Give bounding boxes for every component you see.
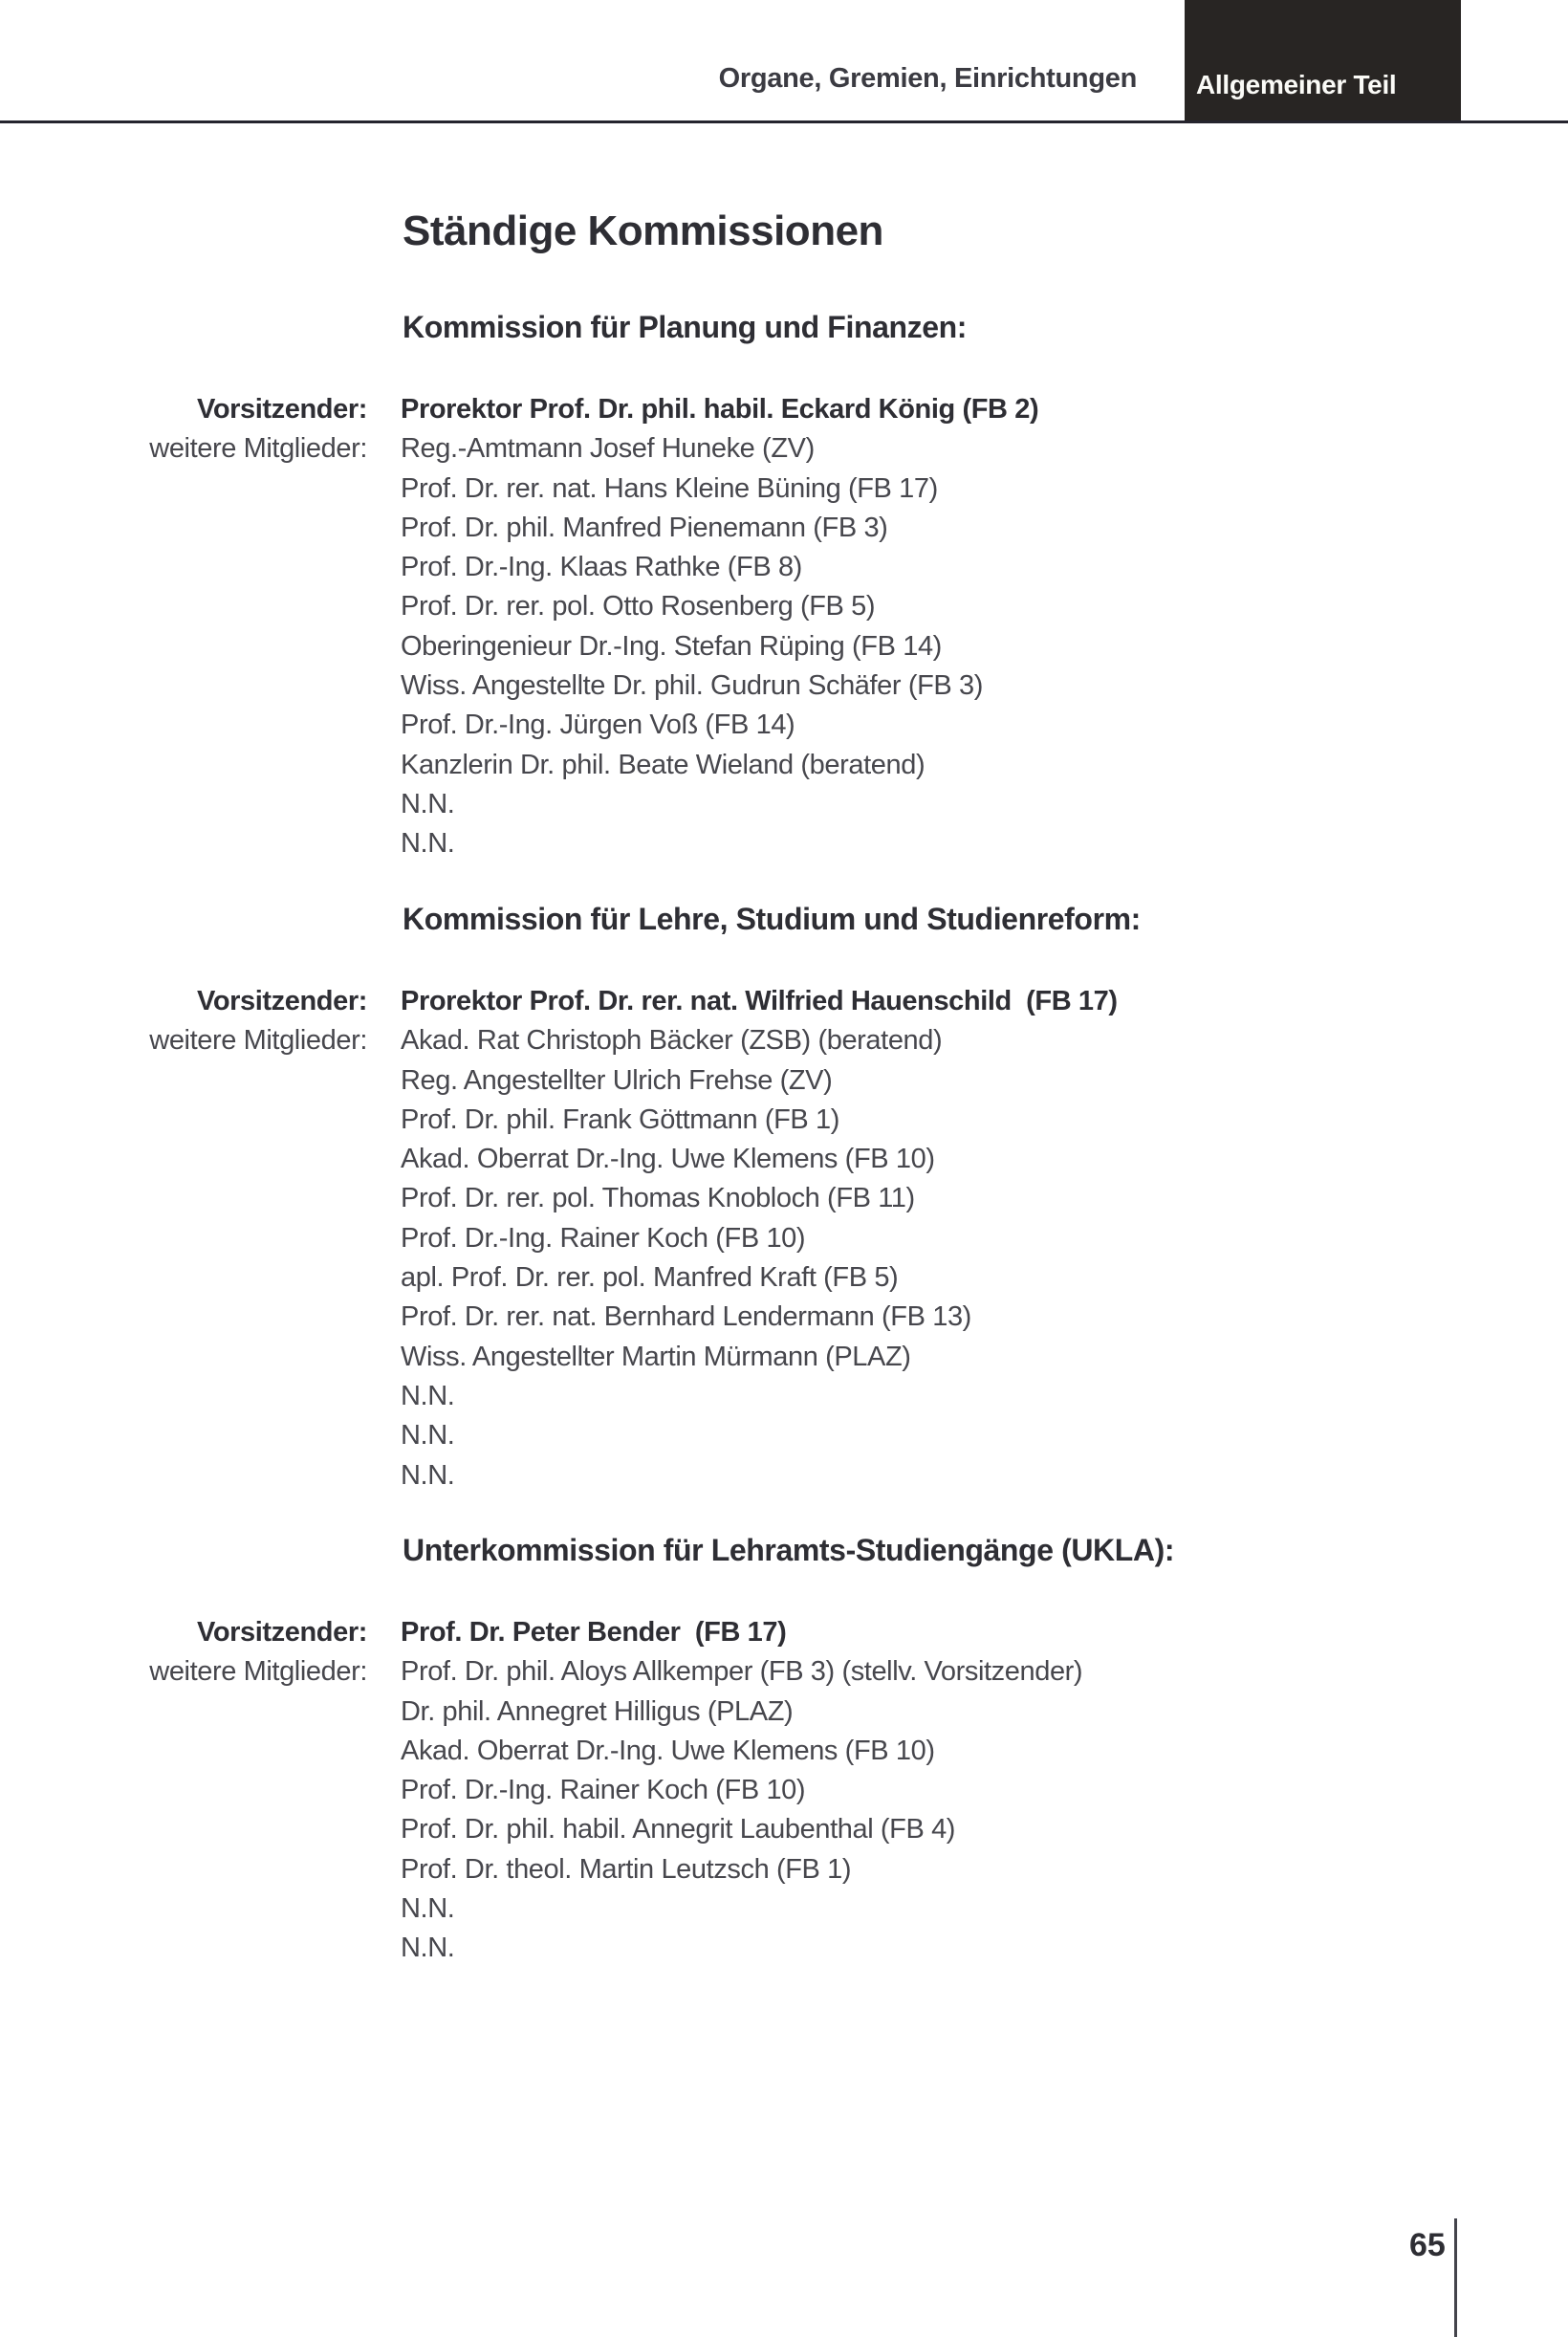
member-row (0, 1219, 1568, 1258)
member-row (0, 1693, 1568, 1732)
member-row-text: Dr. phil. Annegret Hilligus (PLAZ) (401, 1695, 794, 1727)
committee-heading: Kommission für Lehre, Studium und Studienreform: (403, 902, 1141, 936)
member-row-label (0, 1732, 367, 1771)
member-list (0, 1613, 1568, 1969)
member-row-text: Prof. Dr.-Ing. Rainer Koch (FB 10) (401, 1775, 806, 1806)
member-row (0, 1732, 1568, 1771)
member-row-text: Prof. Dr. rer. pol. Thomas Knobloch (FB 11) (401, 1183, 915, 1214)
member-row-label (0, 1377, 367, 1416)
running-header: Organe, Gremien, Einrichtungen (718, 63, 1137, 94)
member-row (0, 1613, 1568, 1652)
member-row (0, 509, 1568, 548)
member-row-text: N.N. (401, 1893, 455, 1925)
header-rule (0, 120, 1568, 123)
member-row-text: Wiss. Angestellte Dr. phil. Gudrun Schäfer (FB 3) (401, 670, 983, 702)
member-row-text: Reg.-Amtmann Josef Huneke (ZV) (401, 433, 815, 465)
member-row-text: N.N. (401, 1933, 455, 1964)
member-row (0, 746, 1568, 785)
member-row-label (0, 1929, 367, 1968)
member-row (0, 1416, 1568, 1455)
member-row-text: Prof. Dr.-Ing. Rainer Koch (FB 10) (401, 1222, 806, 1254)
committee-heading: Kommission für Planung und Finanzen: (403, 310, 968, 344)
member-row-text: Kanzlerin Dr. phil. Beate Wieland (beratend) (401, 749, 926, 780)
member-row (0, 627, 1568, 666)
member-row-label: weitere Mitglieder: (149, 1656, 367, 1688)
member-row-label (0, 1416, 367, 1455)
member-row-text: N.N. (401, 1459, 455, 1491)
member-row (0, 548, 1568, 587)
member-row-label (0, 1456, 367, 1496)
committee-section-planung-finanzen (0, 308, 1568, 864)
member-row-label (0, 785, 367, 824)
member-row-label (0, 1889, 367, 1929)
member-row-text: Reg. Angestellter Ulrich Frehse (ZV) (401, 1064, 833, 1096)
member-row-label: weitere Mitglieder: (149, 1025, 367, 1057)
member-row-text: Prof. Dr. phil. habil. Annegrit Laubenthal (FB 4) (401, 1814, 956, 1846)
member-row (0, 1377, 1568, 1416)
member-row-label (0, 1179, 367, 1218)
member-row-label (0, 627, 367, 666)
member-row-label: weitere Mitglieder: (149, 433, 367, 465)
member-row-label (0, 1140, 367, 1179)
member-row (0, 1258, 1568, 1298)
member-row-text: Wiss. Angestellter Martin Mürmann (PLAZ) (401, 1341, 911, 1372)
member-row-label: Vorsitzender: (197, 986, 367, 1016)
member-row-label (0, 548, 367, 587)
member-row (0, 1456, 1568, 1496)
member-row (0, 1889, 1568, 1929)
member-row-label (0, 746, 367, 785)
section-tab-label: Allgemeiner Teil (1196, 70, 1397, 99)
member-row-text: Prof. Dr. phil. Frank Göttmann (FB 1) (401, 1103, 840, 1135)
member-row-text: Oberingenieur Dr.-Ing. Stefan Rüping (FB 14) (401, 630, 942, 662)
committee-section-ukla (0, 1531, 1568, 1969)
member-row-text: Prof. Dr.-Ing. Jürgen Voß (FB 14) (401, 710, 795, 741)
member-row-text: Prof. Dr. phil. Aloys Allkemper (FB 3) (stellv. Vorsitzender) (401, 1656, 1083, 1688)
member-list (0, 390, 1568, 864)
member-row-label (0, 470, 367, 509)
member-row-text: N.N. (401, 1380, 455, 1411)
committee-section-lehre-studium (0, 900, 1568, 1496)
member-row-label: Vorsitzender: (197, 1617, 367, 1648)
member-row-label (0, 587, 367, 626)
member-row-text: Akad. Rat Christoph Bäcker (ZSB) (beratend) (401, 1025, 943, 1057)
committee-heading: Unterkommission für Lehramts-Studiengänge (UKLA): (403, 1533, 1175, 1567)
member-row-text: Prof. Dr. rer. nat. Hans Kleine Büning (FB 17) (401, 472, 938, 504)
member-row (0, 666, 1568, 706)
member-row-text: Prof. Dr. theol. Martin Leutzsch (FB 1) (401, 1853, 852, 1885)
member-row-text: apl. Prof. Dr. rer. pol. Manfred Kraft (FB 5) (401, 1262, 899, 1294)
member-row-text: N.N. (401, 1420, 455, 1452)
member-row-text: N.N. (401, 788, 455, 819)
member-row (0, 1179, 1568, 1218)
page-number: 65 (1409, 2227, 1446, 2263)
member-row (0, 429, 1568, 469)
member-row-label (0, 1219, 367, 1258)
member-row (0, 1021, 1568, 1060)
member-row (0, 390, 1568, 429)
member-row-label (0, 1338, 367, 1377)
member-row-label: Vorsitzender: (197, 394, 367, 425)
member-row (0, 1061, 1568, 1101)
member-row (0, 1850, 1568, 1889)
member-row (0, 982, 1568, 1021)
member-row-label (0, 1810, 367, 1849)
member-list (0, 982, 1568, 1496)
member-row (0, 1929, 1568, 1968)
member-row (0, 1652, 1568, 1692)
member-row (0, 785, 1568, 824)
member-row-label (0, 1693, 367, 1732)
member-row-label (0, 706, 367, 745)
member-row-text: Prof. Dr. rer. pol. Otto Rosenberg (FB 5) (401, 591, 876, 622)
section-tab (1185, 0, 1461, 121)
member-row-text: Prof. Dr. Peter Bender (FB 17) (401, 1617, 787, 1648)
member-row-label (0, 666, 367, 706)
member-row-text: Prof. Dr. phil. Manfred Pienemann (FB 3) (401, 512, 888, 543)
member-row (0, 587, 1568, 626)
member-row (0, 1338, 1568, 1377)
member-row (0, 706, 1568, 745)
member-row-text: Akad. Oberrat Dr.-Ing. Uwe Klemens (FB 10) (401, 1144, 935, 1175)
member-row-label (0, 1850, 367, 1889)
member-row (0, 824, 1568, 863)
member-row-label (0, 1101, 367, 1140)
footer-rule (1454, 2218, 1457, 2337)
member-row (0, 1140, 1568, 1179)
member-row (0, 1810, 1568, 1849)
member-row (0, 1298, 1568, 1337)
member-row-text: Prorektor Prof. Dr. rer. nat. Wilfried Hauenschild (FB 17) (401, 986, 1118, 1016)
member-row-label (0, 1258, 367, 1298)
member-row-label (0, 1771, 367, 1810)
page-title: Ständige Kommissionen (403, 207, 883, 254)
member-row-text: Prorektor Prof. Dr. phil. habil. Eckard König (FB 2) (401, 394, 1039, 425)
member-row (0, 470, 1568, 509)
member-row-text: N.N. (401, 828, 455, 860)
member-row-label (0, 509, 367, 548)
member-row-text: Prof. Dr.-Ing. Klaas Rathke (FB 8) (401, 552, 802, 583)
member-row-text: Prof. Dr. rer. nat. Bernhard Lendermann (FB 13) (401, 1301, 971, 1333)
member-row-label (0, 1061, 367, 1101)
member-row (0, 1771, 1568, 1810)
member-row-label (0, 824, 367, 863)
member-row-label (0, 1298, 367, 1337)
member-row-text: Akad. Oberrat Dr.-Ing. Uwe Klemens (FB 10) (401, 1735, 935, 1766)
member-row (0, 1101, 1568, 1140)
